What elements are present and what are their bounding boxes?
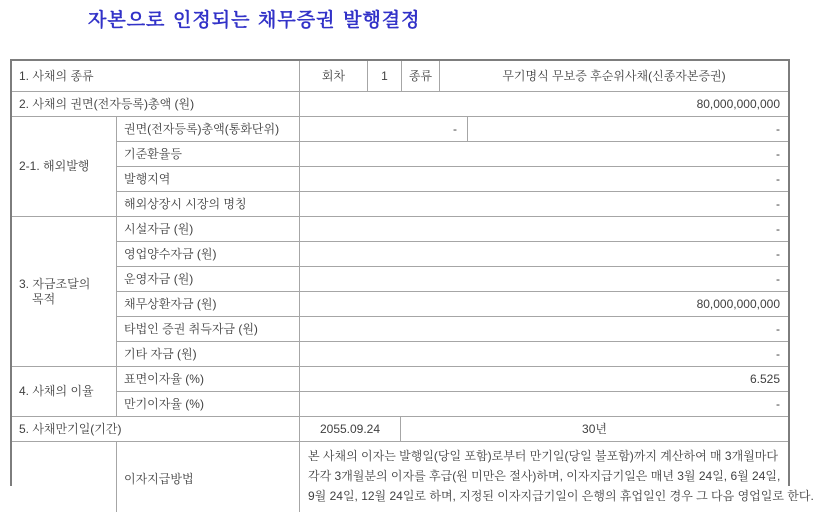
page-title: 자본으로 인정되는 채무증권 발행결정 [88,9,421,31]
face-amount-label: 2. 사채의 권면(전자등록)총액 (원) [12,92,300,117]
bond-type-label: 1. 사채의 종류 [12,61,300,92]
base-exchange-rate-label: 기준환율등 [117,142,300,167]
acquisition-fund-label: 영업양수자금 (원) [117,242,300,267]
funding-section-label-line1: 3. 자금조달의 [19,276,91,291]
bond-type-value: 무기명식 무보증 후순위사채(신종자본증권) [440,61,788,92]
interest-payment-label: 이자지급방법 [117,442,300,512]
other-fund-label: 기타 자금 (원) [117,342,300,367]
maturity-period: 30년 [401,417,788,442]
overseas-currency-value1: - [300,117,468,142]
interest-payment-line-2: 각각 3개월분의 이자를 후급(원 미만은 절사)하며, 이자지급기일은 매년 3월 24일, 6월 24일, [308,469,781,483]
issue-region-label: 발행지역 [117,167,300,192]
round-header: 회차 [300,61,368,92]
interest-rate-section-label: 4. 사채의 이율 [12,367,117,417]
coupon-rate-value: 6.525 [300,367,788,392]
operating-fund-label: 운영자금 (원) [117,267,300,292]
maturity-rate-label: 만기이자율 (%) [117,392,300,417]
maturity-label: 5. 사채만기일(기간) [12,417,300,442]
funding-section-label-line2: 목적 [32,291,56,306]
issue-region-value: - [300,167,788,192]
coupon-rate-label: 표면이자율 (%) [117,367,300,392]
debt-repayment-fund-value: 80,000,000,000 [300,292,788,317]
disclosure-table [10,59,814,503]
overseas-currency-label: 권면(전자등록)총액(통화단위) [117,117,300,142]
interest-payment-text [300,442,814,512]
overseas-section-label: 2-1. 해외발행 [12,117,117,217]
operating-fund-value: - [300,267,788,292]
face-amount-value: 80,000,000,000 [300,92,788,117]
interest-payment-section-cell [12,442,117,512]
base-exchange-rate-value: - [300,142,788,167]
interest-payment-line-1: 본 사채의 이자는 발행일(당일 포함)로부터 만기일(당일 불포함)까지 계산하여 매 3개월마다 [308,449,778,463]
interest-payment-line-3: 9월 24일, 12월 24일로 하며, 지정된 이자지급기일이 은행의 휴업일인 경우 그 다음 영업일로 한다. [308,489,814,503]
kind-header: 종류 [402,61,440,92]
other-fund-value: - [300,342,788,367]
facility-fund-label: 시설자금 (원) [117,217,300,242]
securities-acquisition-fund-label: 타법인 증권 취득자금 (원) [117,317,300,342]
funding-section-label [12,217,117,367]
maturity-date: 2055.09.24 [300,417,401,442]
overseas-currency-value2: - [468,117,788,142]
maturity-rate-value: - [300,392,788,417]
round-value: 1 [368,61,402,92]
acquisition-fund-value: - [300,242,788,267]
facility-fund-value: - [300,217,788,242]
overseas-market-label: 해외상장시 시장의 명칭 [117,192,300,217]
securities-acquisition-fund-value: - [300,317,788,342]
debt-repayment-fund-label: 채무상환자금 (원) [117,292,300,317]
overseas-market-value: - [300,192,788,217]
